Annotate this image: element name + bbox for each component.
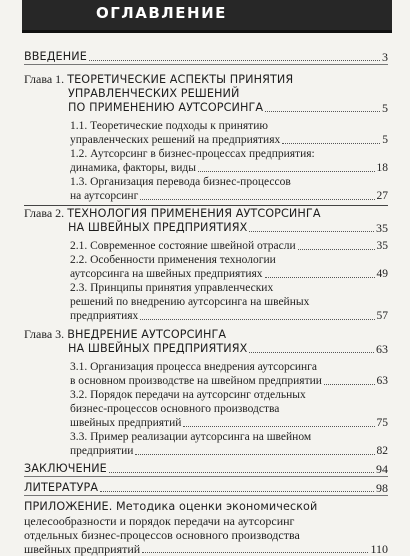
chapter-prefix: Глава 1. [24, 72, 65, 86]
appendix-line: целесообразности и порядок передачи на аутсорсинг [24, 514, 295, 528]
toc-entry-chapter-1[interactable] [24, 72, 388, 115]
dot-leader [135, 453, 374, 455]
toc-subsection-1-3[interactable] [24, 175, 388, 203]
chapter-title-line: УПРАВЛЕНЧЕСКИХ РЕШЕНИЙ [68, 87, 240, 100]
page-number: 63 [376, 342, 388, 356]
dot-leader [140, 198, 374, 200]
toc-entry-literature[interactable] [24, 481, 388, 496]
subsection-line: динамика, факторы, виды [70, 162, 196, 174]
title-bar [22, 0, 392, 33]
page-number: 3 [382, 50, 388, 64]
dot-leader [265, 276, 375, 278]
dot-leader [298, 248, 375, 250]
dot-leader [140, 318, 374, 320]
page-number: 82 [376, 445, 388, 457]
subsection-line: швейных предприятий [70, 417, 182, 429]
chapter-prefix: Глава 3. [24, 327, 65, 341]
dot-leader [249, 230, 374, 232]
toc-subsection-3-2[interactable] [24, 388, 388, 430]
chapter-title-line: ТЕХНОЛОГИЯ ПРИМЕНЕНИЯ АУТСОРСИНГА [67, 207, 321, 220]
dot-leader [109, 471, 374, 473]
chapter-title-line: НА ШВЕЙНЫХ ПРЕДПРИЯТИЯХ [68, 221, 248, 234]
appendix-line: ПРИЛОЖЕНИЕ. Методика оценки экономической [24, 500, 318, 513]
dot-leader [142, 551, 368, 553]
subsection-line: 1.1. Теоретические подходы к принятию [70, 120, 268, 132]
subsection-line: решений по внедрению аутсорсинга на швейных [70, 296, 310, 308]
page-number: 63 [376, 375, 388, 387]
subsection-line: 2.2. Особенности применения технологии [70, 254, 276, 266]
subsection-line: аутсорсинга на швейных предприятиях [70, 268, 263, 280]
subsection-line: 1.2. Аутсорсинг в бизнес-процессах предприятия: [70, 148, 315, 160]
page-number: 5 [382, 101, 388, 115]
dot-leader [198, 170, 375, 172]
appendix-line: отдельных бизнес-процессов основного производства [24, 528, 300, 542]
toc-entry-label: ЗАКЛЮЧЕНИЕ [24, 462, 107, 475]
page-number: 35 [376, 221, 388, 235]
page-title: ОГЛАВЛЕНИЕ [96, 4, 227, 22]
toc-entry-chapter-2[interactable] [24, 206, 388, 235]
table-of-contents [24, 50, 388, 556]
subsection-line: управленческих решений на предприятиях [70, 134, 281, 146]
subsection-line: 2.3. Принципы принятия управленческих [70, 282, 274, 294]
subsection-line: предприятиях [70, 310, 139, 322]
page-number: 18 [376, 162, 388, 174]
page-number: 35 [376, 240, 388, 252]
toc-entry-conclusion[interactable] [24, 462, 388, 477]
subsection-line: 3.1. Организация процесса внедрения аутсорсинга [70, 361, 317, 373]
page-number: 5 [382, 134, 388, 146]
toc-subsection-2-1[interactable] [24, 239, 388, 253]
page-number: 110 [370, 542, 388, 556]
subsection-line: предприятии [70, 445, 134, 457]
chapter-title-line: ПО ПРИМЕНЕНИЮ АУТСОРСИНГА [68, 101, 264, 114]
dot-leader [249, 351, 374, 353]
subsection-line: на аутсорсинг [70, 190, 139, 202]
dot-leader [282, 142, 380, 144]
toc-subsection-1-1[interactable] [24, 119, 388, 147]
toc-subsection-1-2[interactable] [24, 147, 388, 175]
toc-entry-appendix[interactable] [24, 500, 388, 556]
subsection-line: 2.1. Современное состояние швейной отрасли [70, 240, 296, 252]
dot-leader [89, 59, 380, 61]
subsection-line: в основном производстве на швейном предприятии [70, 375, 322, 387]
toc-subsection-3-3[interactable] [24, 430, 388, 458]
page-number: 75 [376, 417, 388, 429]
page-number: 27 [376, 190, 388, 202]
toc-subsection-2-3[interactable] [24, 281, 388, 323]
dot-leader [324, 383, 375, 385]
toc-subsection-3-1[interactable] [24, 360, 388, 388]
page-number: 49 [376, 268, 388, 280]
subsection-line: 3.2. Порядок передачи на аутсорсинг отдельных [70, 389, 306, 401]
chapter-prefix: Глава 2. [24, 206, 65, 220]
dot-leader [183, 425, 374, 427]
dot-leader [265, 110, 380, 112]
toc-entry-intro[interactable] [24, 50, 388, 65]
chapter-title-line: ТЕОРЕТИЧЕСКИЕ АСПЕКТЫ ПРИНЯТИЯ [67, 73, 294, 86]
subsection-line: 3.3. Пример реализации аутсорсинга на швейном [70, 431, 312, 443]
dot-leader [100, 490, 374, 492]
appendix-line: швейных предприятий [24, 542, 141, 556]
page-number: 94 [376, 462, 388, 476]
toc-entry-label: ВВЕДЕНИЕ [24, 50, 87, 63]
page-number: 57 [376, 310, 388, 322]
toc-subsection-2-2[interactable] [24, 253, 388, 281]
toc-entry-chapter-3[interactable] [24, 327, 388, 356]
subsection-line: 1.3. Организация перевода бизнес-процессов [70, 176, 291, 188]
subsection-line: бизнес-процессов основного производства [70, 403, 280, 415]
toc-entry-label: ЛИТЕРАТУРА [24, 481, 99, 494]
chapter-title-line: ВНЕДРЕНИЕ АУТСОРСИНГА [67, 328, 227, 341]
page-number: 98 [376, 481, 388, 495]
chapter-title-line: НА ШВЕЙНЫХ ПРЕДПРИЯТИЯХ [68, 342, 248, 355]
